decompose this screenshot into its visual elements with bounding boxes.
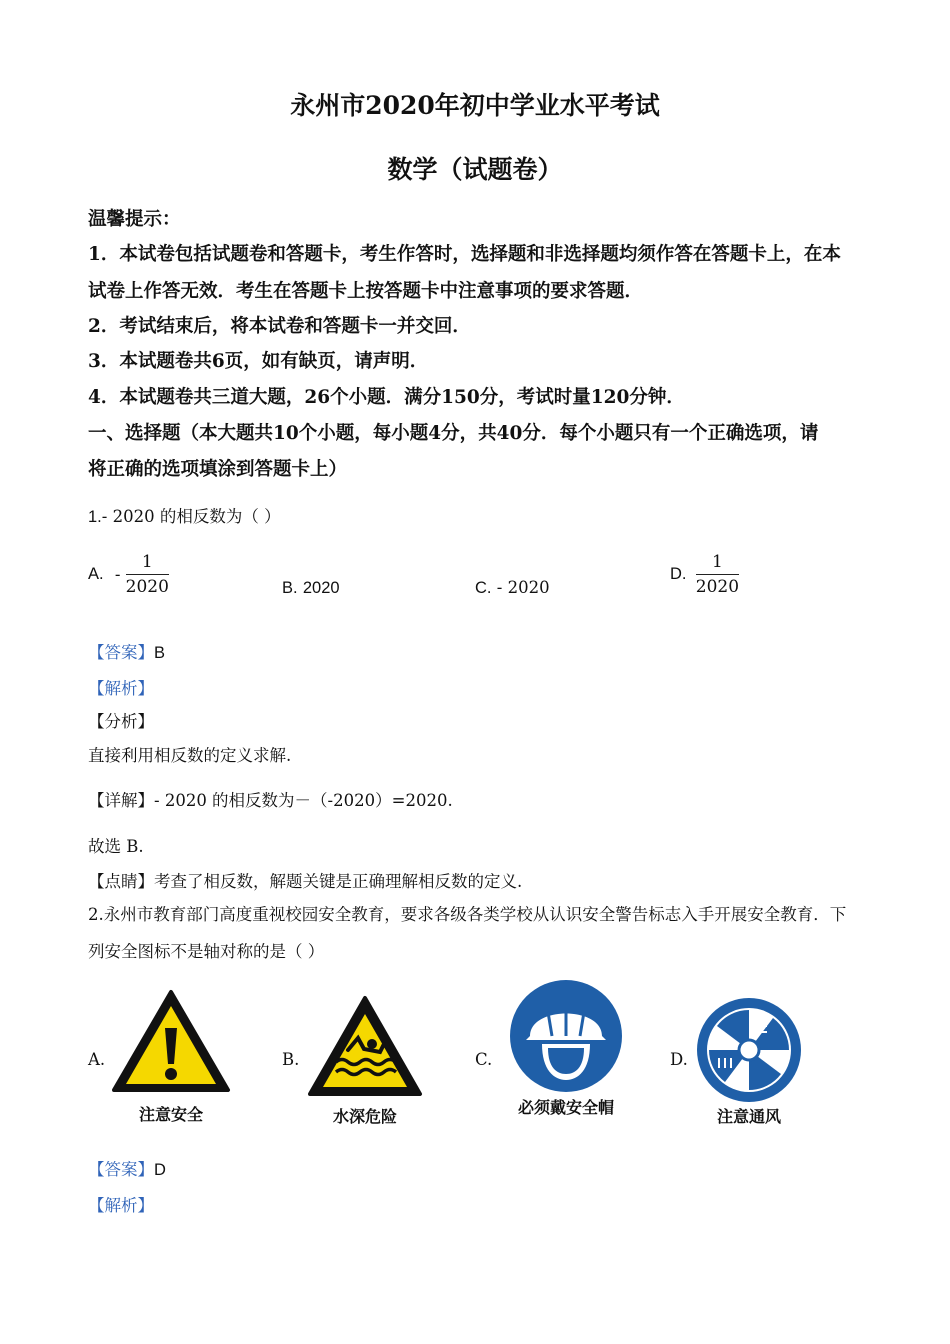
section-heading-a: 一、选择题（本大题共10个小题，每小题4分，共40分．每个小题只有一个正确选项，请 (88, 423, 819, 444)
page-subtitle: 数学（试题卷） (387, 155, 563, 184)
q1-fenxi-text: 直接利用相反数的定义求解. (88, 746, 292, 765)
q1-option-b-value: 2020 (302, 579, 340, 597)
q1-fenxi-tag: 【分析】 (88, 712, 154, 731)
notice-line-4: 4．本试题卷共三道大题，26个小题．满分150分，考试时量120分钟． (88, 387, 685, 408)
q1-option-c-label: C. (475, 579, 492, 597)
q1-detail-tag: 【详解】 (88, 791, 154, 810)
q2-stem-a: 2.永州市教育部门高度重视校园安全教育，要求各级各类学校从认识安全警告标志入手开展安全教育．下 (88, 905, 847, 924)
q2-option-a-caption: 注意安全 (138, 1105, 203, 1124)
q1-option-b-label: B. (282, 579, 298, 597)
q1-option-a-label: A. (88, 565, 104, 583)
q1-answer (88, 639, 165, 663)
warning-exclamation-icon (110, 988, 232, 1094)
q2-option-b-caption: 水深危险 (332, 1107, 397, 1126)
q1-comment (88, 868, 522, 892)
q2-answer-tag: 【答案】 (88, 1160, 154, 1179)
q1-comment-text: 考查了相反数，解题关键是正确理解相反数的定义. (154, 872, 523, 891)
notice-line-3: 3．本试题卷共6页，如有缺页，请声明． (88, 351, 429, 372)
notice-heading: 温馨提示： (88, 209, 181, 230)
notice-line-1a: 1．本试卷包括试题卷和答题卡，考生作答时，选择题和非选择题均须作答在答题卡上，在本 (88, 244, 841, 265)
page-title: 永州市2020年初中学业水平考试 (290, 91, 660, 120)
q1-answer-value: B (154, 644, 166, 662)
q1-detail-text: - 2020 的相反数为－（-2020）=2020. (154, 791, 453, 810)
q2-stem-b: 列安全图标不是轴对称的是（ ） (88, 942, 325, 961)
q2-analysis-tag: 【解析】 (88, 1196, 154, 1215)
q1-option-d (670, 552, 739, 597)
q1-option-a-sign: - (114, 565, 121, 584)
q1-number: 1. (88, 508, 102, 526)
deep-water-danger-icon (306, 994, 424, 1098)
q2-answer (88, 1156, 166, 1180)
q1-option-d-label: D. (670, 565, 687, 583)
q2-option-c-caption: 必须戴安全帽 (517, 1098, 614, 1117)
q2-option-c-label: C. (475, 1050, 493, 1069)
q1-option-d-denominator: 2020 (695, 577, 740, 597)
notice-line-2: 2．考试结束后，将本试卷和答题卡一并交回． (88, 316, 471, 337)
q1-option-a-numerator: 1 (126, 552, 169, 575)
q1-answer-tag: 【答案】 (88, 643, 154, 662)
q2-answer-value: D (154, 1161, 166, 1179)
q2-option-a-label: A. (88, 1050, 106, 1069)
q1-option-d-fraction (696, 552, 739, 597)
section-heading-b: 将正确的选项填涂到答题卡上） (88, 459, 348, 480)
q1-option-c-value: - 2020 (496, 578, 550, 597)
safety-helmet-icon (508, 978, 624, 1094)
ventilation-fan-icon (695, 996, 803, 1104)
notice-line-1b: 试卷上作答无效．考生在答题卡上按答题卡中注意事项的要求答题． (88, 281, 644, 302)
q1-comment-tag: 【点睛】 (88, 872, 154, 891)
q1-option-d-numerator: 1 (696, 552, 739, 575)
q2-option-b-label: B. (282, 1050, 300, 1069)
q2-option-d-caption: 注意通风 (716, 1107, 781, 1126)
q1-analysis-tag: 【解析】 (88, 679, 154, 698)
q1-conclusion: 故选 B. (88, 837, 144, 856)
q1-option-a (88, 552, 169, 597)
q1-option-b (282, 578, 340, 598)
q1-detail (88, 787, 453, 811)
q1-option-c (475, 578, 550, 598)
q1-stem (88, 503, 281, 527)
q2-option-d-label: D. (670, 1050, 688, 1069)
q1-option-a-denominator: 2020 (125, 577, 169, 597)
q1-stem-text: - 2020 的相反数为（ ） (101, 507, 281, 526)
q1-option-a-fraction (126, 552, 169, 597)
